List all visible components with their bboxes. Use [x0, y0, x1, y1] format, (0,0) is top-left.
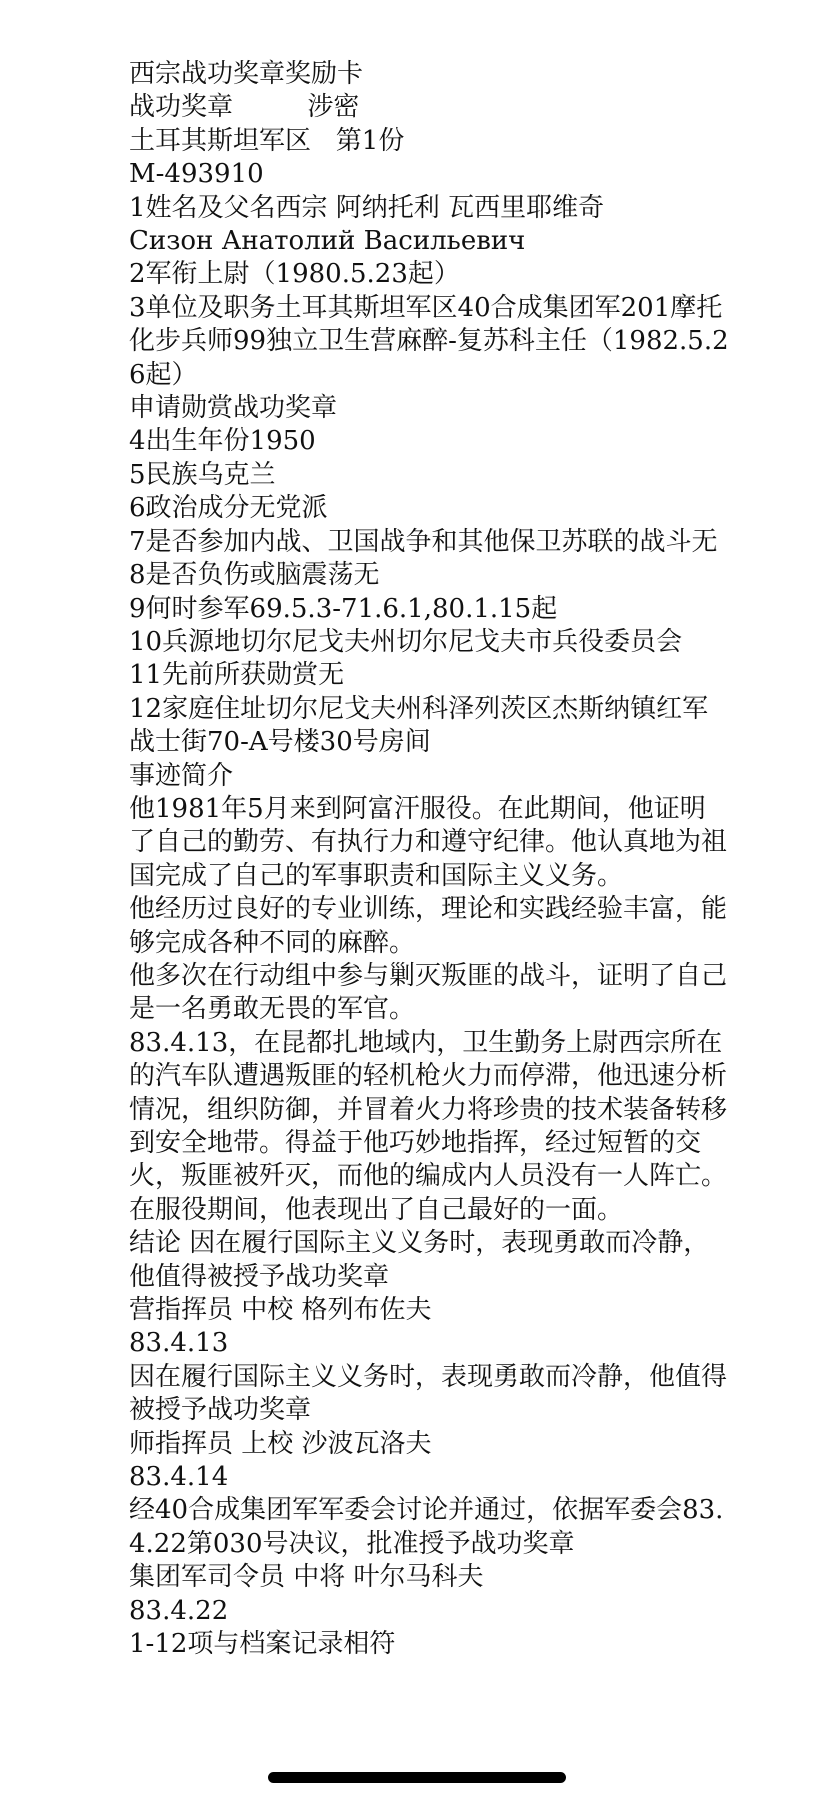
award-card-document	[129, 58, 729, 1662]
military-district-copy-number: 土耳其斯坦军区 第1份	[129, 125, 405, 156]
battalion-commander: 营指挥员 中校 格列布佐夫	[129, 1295, 432, 1326]
conclusion: 结论 因在履行国际主义义务时，表现勇敢而冷静，他值得被授予战功奖章	[129, 1228, 710, 1292]
field-5-nationality: 5民族乌克兰	[129, 459, 276, 490]
field-2-rank: 2军衔上尉（1980.5.23起）	[129, 259, 460, 290]
summary-paragraph-2: 他经历过良好的专业训练，理论和实践经验丰富，能够完成各种不同的麻醉。	[129, 894, 728, 958]
summary-paragraph-3: 他多次在行动组中参与剿灭叛匪的战斗，证明了自己是一名勇敢无畏的军官。	[129, 960, 728, 1025]
field-10-enlistment-office: 10兵源地切尔尼戈夫州切尔尼戈夫市兵役委员会	[129, 626, 683, 657]
card-title: 西宗战功奖章奖励卡	[129, 59, 364, 89]
field-3-unit-position: 3单位及职务土耳其斯坦军区40合成集团军201摩托化步兵师99独立卫生营麻醉-复苏科主任（1982.5.26起）	[129, 292, 729, 390]
division-commander: 师指挥员 上校 沙波瓦洛夫	[129, 1428, 432, 1459]
summary-paragraph-1: 他1981年5月来到阿富汗服役。在此期间，他证明了自己的勤劳、有执行力和遵守纪律。他认真地为祖国完成了自己的军事职责和国际主义义务。	[129, 793, 728, 891]
division-commander-date: 83.4.14	[129, 1462, 229, 1493]
summary-paragraph-5: 在服役期间，他表现出了自己最好的一面。	[129, 1194, 624, 1225]
field-12-home-address: 12家庭住址切尔尼戈夫州科泽列茨区杰斯纳镇红军战士街70-A号楼30号房间	[129, 693, 709, 758]
army-commander: 集团军司令员 中将 叶尔马科夫	[129, 1562, 484, 1593]
division-recommendation: 因在履行国际主义义务时，表现勇敢而冷静，他值得被授予战功奖章	[129, 1361, 728, 1426]
field-8-wounds: 8是否负伤或脑震荡无	[129, 560, 380, 591]
archive-verification: 1-12项与档案记录相符	[129, 1629, 396, 1660]
field-11-previous-awards: 11先前所获勋赏无	[129, 660, 345, 691]
army-commander-date: 83.4.22	[129, 1595, 229, 1626]
field-9-service-dates: 9何时参军69.5.3-71.6.1,80.1.15起	[129, 593, 558, 624]
home-indicator-bar[interactable]	[268, 1772, 566, 1783]
summary-paragraph-4: 83.4.13，在昆都扎地域内，卫生勤务上尉西宗所在的汽车队遭遇叛匪的轻机枪火力而停滞，他迅速分析情况，组织防御，并冒着火力将珍贵的技术装备转移到安全地带。得益于他巧妙地指挥，经过短暂的交火，叛匪被歼灭，而他的编成内人员没有一人阵亡。	[129, 1027, 728, 1192]
field-1-name: 1姓名及父名西宗 阿纳托利 瓦西里耶维奇	[129, 192, 605, 223]
field-1-name-russian: Сизон Анатолий Васильевич	[129, 226, 526, 257]
army-council-decision: 经40合成集团军军委会讨论并通过，依据军委会83.4.22第030号决议，批准授予战功奖章	[129, 1495, 724, 1559]
field-4-birth-year: 4出生年份1950	[129, 426, 316, 457]
award-name-and-classification: 战功奖章 涉密	[129, 92, 360, 123]
field-6-party: 6政治成分无党派	[129, 493, 328, 524]
card-number: M-493910	[129, 159, 264, 190]
summary-heading: 事迹简介	[129, 760, 234, 791]
award-request: 申请勋赏战功奖章	[129, 393, 338, 424]
field-7-previous-wars: 7是否参加内战、卫国战争和其他保卫苏联的战斗无	[129, 526, 718, 557]
battalion-commander-date: 83.4.13	[129, 1328, 229, 1359]
